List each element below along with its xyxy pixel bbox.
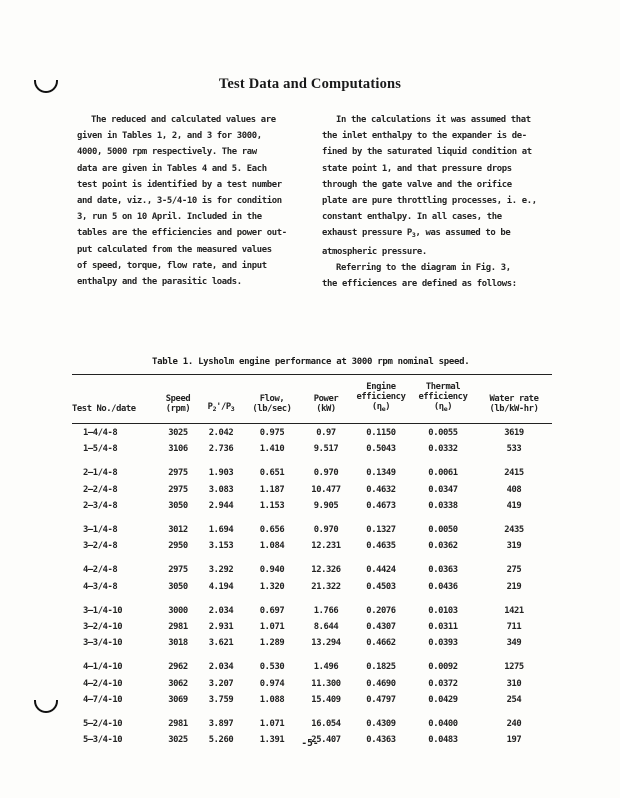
cell-flow: 1.071 (259, 621, 285, 632)
spacer-cell (72, 708, 552, 716)
header-unit: (lb/kW-hr) (489, 404, 539, 414)
table-row (72, 441, 552, 457)
cell-speed: 2981 (168, 621, 188, 632)
cell-pressure-ratio: 2.736 (208, 444, 234, 455)
cell-water-rate: 319 (506, 541, 522, 552)
cell-test-no: 5—3/4-10 (83, 735, 123, 746)
table-body (72, 417, 552, 748)
cell-engine-efficiency: 0.1150 (366, 428, 396, 439)
cell-power: 9.517 (313, 444, 339, 455)
cell-thermal-efficiency: 0.0372 (428, 678, 458, 689)
cell-water-rate: 711 (506, 621, 522, 632)
group-spacer (72, 417, 552, 425)
cell-engine-efficiency: 0.4673 (366, 500, 396, 511)
header-test-no (72, 382, 158, 417)
cell-power: 9.905 (313, 500, 339, 511)
text-line: test point is identified by a test number (77, 179, 282, 190)
header-text: Power (313, 394, 339, 404)
cell-speed: 2950 (168, 541, 188, 552)
group-spacer (72, 514, 552, 522)
cell-engine-efficiency: 0.5043 (366, 444, 396, 455)
cell-flow: 0.975 (259, 428, 285, 439)
cell-pressure-ratio: 3.153 (208, 541, 234, 552)
cell-power: 12.231 (311, 541, 341, 552)
group-spacer (72, 651, 552, 659)
cell-pressure-ratio: 1.903 (208, 468, 234, 479)
cell-thermal-efficiency: 0.0103 (428, 605, 458, 616)
cell-speed: 2981 (168, 718, 188, 729)
cell-flow: 1.084 (259, 541, 285, 552)
cell-pressure-ratio: 3.292 (208, 565, 234, 576)
cell-power: 25.407 (311, 735, 341, 746)
cell-water-rate: 2415 (504, 468, 524, 479)
cell-speed: 3106 (168, 444, 188, 455)
cell-thermal-efficiency: 0.0393 (428, 638, 458, 649)
text-line: atmospheric pressure. (322, 246, 427, 257)
cell-power: 0.970 (313, 525, 339, 536)
cell-power: 15.409 (311, 694, 341, 705)
cell-pressure-ratio: 2.042 (208, 428, 234, 439)
text-line: and date, viz., 3-5/4-10 is for condition (77, 196, 282, 207)
text-line: The reduced and calculated values are (91, 115, 276, 125)
table-row (72, 692, 552, 708)
header-pressure-ratio (198, 382, 244, 417)
cell-water-rate: 2435 (504, 525, 524, 536)
cell-power: 0.970 (313, 468, 339, 479)
cell-engine-efficiency: 0.1825 (366, 662, 396, 673)
header-text: efficiency (356, 392, 406, 402)
spacer-cell (72, 457, 552, 465)
spacer-cell (72, 417, 552, 425)
cell-pressure-ratio: 3.897 (208, 718, 234, 729)
subscript: 3 (230, 405, 235, 413)
cell-pressure-ratio: 2.034 (208, 605, 234, 616)
cell-water-rate: 254 (506, 694, 522, 705)
cell-engine-efficiency: 0.4635 (366, 541, 396, 552)
cell-thermal-efficiency: 0.0055 (428, 428, 458, 439)
cell-thermal-efficiency: 0.0338 (428, 500, 458, 511)
cell-water-rate: 1421 (504, 605, 524, 616)
cell-test-no: 4—7/4-10 (83, 694, 123, 705)
text-fragment: , was assumed to be (415, 228, 511, 239)
header-thermal-efficiency (410, 382, 476, 417)
header-text: Speed (165, 394, 191, 404)
header-flow (244, 382, 300, 417)
cell-test-no: 4—2/4-10 (83, 678, 123, 689)
text-line: In the calculations it was assumed that (336, 115, 531, 125)
cell-thermal-efficiency: 0.0332 (428, 444, 458, 455)
text-line: tables are the efficiencies and power out- (77, 228, 287, 239)
group-spacer (72, 595, 552, 603)
cell-test-no: 3—1/4-8 (83, 525, 118, 536)
table-row (72, 659, 552, 675)
cell-thermal-efficiency: 0.0061 (428, 468, 458, 479)
cell-water-rate: 349 (506, 638, 522, 649)
cell-flow: 0.697 (259, 605, 285, 616)
cell-engine-efficiency: 0.1349 (366, 468, 396, 479)
table-row (72, 425, 552, 441)
table-header-row (72, 382, 552, 417)
cell-pressure-ratio: 3.621 (208, 638, 234, 649)
text-line: state point 1, and that pressure drops (322, 163, 512, 174)
table-row (72, 603, 552, 619)
cell-engine-efficiency: 0.4503 (366, 581, 396, 592)
header-speed (158, 382, 198, 417)
table-row (72, 538, 552, 554)
cell-thermal-efficiency: 0.0050 (428, 525, 458, 536)
header-text: Engine (366, 382, 396, 392)
cell-thermal-efficiency: 0.0429 (428, 694, 458, 705)
spacer-cell (72, 595, 552, 603)
cell-power: 10.477 (311, 484, 341, 495)
table-row (72, 675, 552, 691)
cell-thermal-efficiency: 0.0400 (428, 718, 458, 729)
cell-pressure-ratio: 1.694 (208, 525, 234, 536)
page-number: -5- (301, 738, 319, 749)
cell-power: 0.97 (316, 428, 336, 439)
cell-power: 11.300 (311, 678, 341, 689)
cell-engine-efficiency: 0.4363 (366, 735, 396, 746)
cell-power: 13.294 (311, 638, 341, 649)
header-unit: (lb/sec) (252, 404, 292, 414)
text-line-with-subscript (322, 225, 540, 243)
cell-pressure-ratio: 3.759 (208, 694, 234, 705)
cell-water-rate: 408 (506, 484, 522, 495)
table-caption: Table 1. Lysholm engine performance at 3000 rpm nominal speed. (152, 357, 470, 367)
cell-pressure-ratio: 3.207 (208, 678, 234, 689)
cell-thermal-efficiency: 0.0362 (428, 541, 458, 552)
table-row (72, 562, 552, 578)
text-line: 3, run 5 on 10 April. Included in the (77, 212, 262, 223)
table-row (72, 482, 552, 498)
cell-test-no: 4—2/4-8 (83, 565, 118, 576)
margin-check-mark-bottom (34, 700, 58, 713)
text-line: data are given in Tables 4 and 5. Each (77, 163, 267, 174)
subscript: 3 (411, 231, 416, 240)
cell-speed: 3018 (168, 638, 188, 649)
table-row (72, 522, 552, 538)
cell-test-no: 5—2/4-10 (83, 718, 123, 729)
header-text: P (207, 402, 213, 412)
cell-water-rate: 240 (506, 718, 522, 729)
cell-speed: 2962 (168, 662, 188, 673)
cell-test-no: 4—1/4-10 (83, 662, 123, 673)
cell-flow: 0.940 (259, 565, 285, 576)
header-text: Test No./date (72, 404, 136, 414)
cell-water-rate: 3619 (504, 428, 524, 439)
performance-table (72, 382, 552, 748)
text-line: Referring to the diagram in Fig. 3, (336, 262, 511, 273)
cell-pressure-ratio: 5.260 (208, 735, 234, 746)
header-symbol: ) (447, 402, 453, 412)
header-text: Thermal (425, 382, 461, 392)
cell-water-rate: 419 (506, 500, 522, 511)
text-line: fined by the saturated liquid condition at (322, 147, 532, 158)
group-spacer (72, 708, 552, 716)
cell-water-rate: 1275 (504, 662, 524, 673)
cell-speed: 2975 (168, 484, 188, 495)
cell-flow: 1.088 (259, 694, 285, 705)
subscript: 2 (212, 405, 217, 413)
header-text: Water rate (489, 394, 539, 404)
cell-pressure-ratio: 2.944 (208, 500, 234, 511)
text-line: put calculated from the measured values (77, 244, 272, 255)
cell-flow: 1.153 (259, 500, 285, 511)
cell-thermal-efficiency: 0.0363 (428, 565, 458, 576)
text-line: enthalpy and the parasitic loads. (77, 277, 242, 288)
cell-flow: 1.320 (259, 581, 285, 592)
header-symbol: ) (385, 402, 391, 412)
cell-flow: 0.974 (259, 678, 285, 689)
cell-speed: 3025 (168, 735, 188, 746)
cell-pressure-ratio: 2.931 (208, 621, 234, 632)
text-line: given in Tables 1, 2, and 3 for 3000, (77, 131, 262, 142)
header-power (300, 382, 352, 417)
header-text: efficiency (418, 392, 468, 402)
cell-power: 8.644 (313, 621, 339, 632)
header-text: '/P (216, 402, 231, 412)
cell-thermal-efficiency: 0.0483 (428, 735, 458, 746)
cell-speed: 3000 (168, 605, 188, 616)
cell-test-no: 2—2/4-8 (83, 484, 118, 495)
text-line: through the gate valve and the orifice (322, 179, 512, 190)
cell-water-rate: 310 (506, 678, 522, 689)
text-fragment: exhaust pressure P (322, 228, 412, 239)
header-engine-efficiency (352, 382, 410, 417)
table-row (72, 579, 552, 595)
cell-speed: 3050 (168, 500, 188, 511)
cell-thermal-efficiency: 0.0092 (428, 662, 458, 673)
cell-engine-efficiency: 0.1327 (366, 525, 396, 536)
cell-power: 16.054 (311, 718, 341, 729)
cell-engine-efficiency: 0.4307 (366, 621, 396, 632)
cell-water-rate: 275 (506, 565, 522, 576)
cell-water-rate: 197 (506, 735, 522, 746)
cell-thermal-efficiency: 0.0436 (428, 581, 458, 592)
spacer-cell (72, 514, 552, 522)
cell-thermal-efficiency: 0.0311 (428, 621, 458, 632)
cell-flow: 0.530 (259, 662, 285, 673)
cell-speed: 2975 (168, 565, 188, 576)
cell-power: 1.766 (313, 605, 339, 616)
section-title: Test Data and Computations (218, 76, 402, 92)
cell-test-no: 3—2/4-10 (83, 621, 123, 632)
text-line: the efficiences are defined as follows: (322, 279, 517, 290)
cell-engine-efficiency: 0.4690 (366, 678, 396, 689)
text-line: of speed, torque, flow rate, and input (77, 260, 267, 271)
text-line: 4000, 5000 rpm respectively. The raw (77, 147, 257, 158)
cell-engine-efficiency: 0.2076 (366, 605, 396, 616)
cell-speed: 2975 (168, 468, 188, 479)
header-unit: (rpm) (165, 404, 191, 414)
cell-speed: 3069 (168, 694, 188, 705)
left-text-column (77, 112, 295, 290)
cell-test-no: 2—1/4-8 (83, 468, 118, 479)
header-water-rate (476, 382, 552, 417)
cell-test-no: 2—3/4-8 (83, 500, 118, 511)
subscript: e (381, 405, 386, 413)
cell-flow: 1.289 (259, 638, 285, 649)
cell-flow: 1.391 (259, 735, 285, 746)
header-text: Flow, (259, 394, 285, 404)
cell-test-no: 3—1/4-10 (83, 605, 123, 616)
cell-pressure-ratio: 3.083 (208, 484, 234, 495)
cell-test-no: 3—3/4-10 (83, 638, 123, 649)
text-line: plate are pure throttling processes, i. e., (322, 196, 537, 207)
table-row (72, 635, 552, 651)
group-spacer (72, 457, 552, 465)
cell-engine-efficiency: 0.4309 (366, 718, 396, 729)
text-line: constant enthalpy. In all cases, the (322, 212, 502, 223)
cell-flow: 1.187 (259, 484, 285, 495)
cell-pressure-ratio: 4.194 (208, 581, 234, 592)
spacer-cell (72, 554, 552, 562)
cell-water-rate: 533 (506, 444, 522, 455)
table-top-rule (72, 374, 552, 375)
cell-engine-efficiency: 0.4797 (366, 694, 396, 705)
cell-engine-efficiency: 0.4632 (366, 484, 396, 495)
cell-flow: 1.410 (259, 444, 285, 455)
group-spacer (72, 554, 552, 562)
cell-speed: 3062 (168, 678, 188, 689)
header-symbol: (η (433, 402, 444, 412)
cell-flow: 1.071 (259, 718, 285, 729)
right-text-column (322, 112, 540, 292)
cell-pressure-ratio: 2.034 (208, 662, 234, 673)
cell-engine-efficiency: 0.4662 (366, 638, 396, 649)
cell-speed: 3025 (168, 428, 188, 439)
spacer-cell (72, 651, 552, 659)
table-row (72, 498, 552, 514)
cell-water-rate: 219 (506, 581, 522, 592)
header-symbol: (η (371, 402, 382, 412)
cell-test-no: 1—5/4-8 (83, 444, 118, 455)
cell-power: 12.326 (311, 565, 341, 576)
table-row (72, 465, 552, 481)
cell-flow: 0.656 (259, 525, 285, 536)
cell-engine-efficiency: 0.4424 (366, 565, 396, 576)
cell-test-no: 1—4/4-8 (83, 428, 118, 439)
table-row (72, 716, 552, 732)
text-line: the inlet enthalpy to the expander is de- (322, 131, 527, 142)
cell-speed: 3050 (168, 581, 188, 592)
cell-power: 21.322 (311, 581, 341, 592)
cell-power: 1.496 (313, 662, 339, 673)
cell-speed: 3012 (168, 525, 188, 536)
cell-thermal-efficiency: 0.0347 (428, 484, 458, 495)
subscript: e (443, 405, 448, 413)
cell-test-no: 3—2/4-8 (83, 541, 118, 552)
cell-flow: 0.651 (259, 468, 285, 479)
header-unit: (kW) (316, 404, 336, 414)
table-row (72, 619, 552, 635)
cell-test-no: 4—3/4-8 (83, 581, 118, 592)
